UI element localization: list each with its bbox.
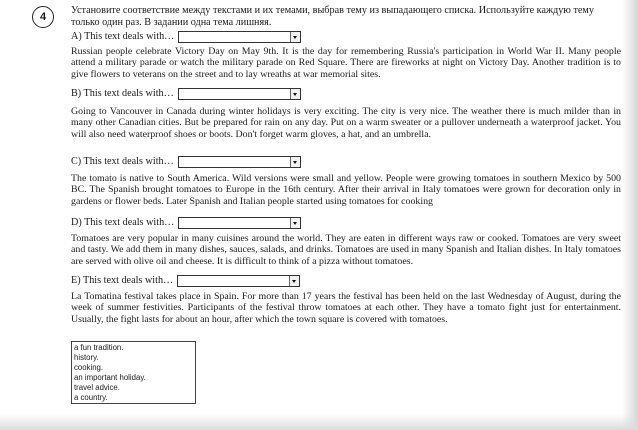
topic-option[interactable]: travel advice.: [74, 383, 120, 392]
chevron-down-icon[interactable]: [290, 157, 300, 167]
question-b-dropdown[interactable]: [178, 88, 301, 100]
text-c: The tomato is native to South America. Wild versions were small and yellow. People were growing tomatoes in southern Mexico by 500 BC. The Spanish brought tomatoes to Europe in the 16th century. After their arrival in Italy tomatoes were grown for decoration only in gardens or flower beds. Later Spanish and Italian people started using tomatoes for cooking: [71, 173, 621, 207]
topic-option[interactable]: a fun tradition.: [74, 343, 124, 352]
question-a-dropdown[interactable]: [178, 31, 301, 43]
task-number-badge: 4: [32, 6, 54, 28]
question-a-label: A) This text deals with…: [71, 31, 175, 42]
question-d: [71, 216, 301, 230]
question-d-dropdown[interactable]: [178, 217, 301, 229]
topic-option[interactable]: cooking.: [74, 363, 104, 372]
question-b: [71, 87, 301, 101]
topic-options-list[interactable]: [71, 341, 196, 404]
question-e-label: E) This text deals with…: [71, 275, 174, 286]
chevron-down-icon[interactable]: [289, 276, 299, 286]
question-c-dropdown[interactable]: [178, 156, 301, 168]
text-d: Tomatoes are very popular in many cuisines around the world. They are eaten in different ways raw or cooked. Tomatoes are very sweet and tasty. We add them in many dishes, sauces, salads, and drinks. Tomatoes are used in many Spanish and Italian dishes. In Italy tomatoes are served with olive oil and cheese. It is difficult to think of a pizza without tomatoes.: [71, 233, 621, 267]
chevron-down-icon[interactable]: [290, 218, 300, 228]
question-e: [71, 274, 300, 288]
question-c-label: C) This text deals with…: [71, 156, 174, 167]
topic-option[interactable]: a country.: [74, 393, 108, 402]
task-instruction: Установите соответствие между текстами и их темами, выбрав тему из выпадающего списка. Используйте каждую тему только один раз. В задании одна тема лишняя.: [71, 5, 594, 28]
question-c: [71, 155, 301, 169]
chevron-down-icon[interactable]: [290, 32, 300, 42]
text-e: La Tomatina festival takes place in Spain. For more than 17 years the festival has been held on the last Wednesday of August, during the week of summer festivities. Participants of the festival throw tomatoes at each other. They have a tomato fight just for entertainment. Usually, the fight lasts for about an hour, after which the town square is covered with tomatoes.: [71, 291, 621, 325]
question-b-label: B) This text deals with…: [71, 88, 174, 99]
question-d-label: D) This text deals with…: [71, 217, 175, 228]
question-a: [71, 30, 301, 44]
chevron-down-icon[interactable]: [290, 89, 300, 99]
topic-option[interactable]: history.: [74, 353, 99, 362]
question-e-dropdown[interactable]: [177, 275, 300, 287]
text-a: Russian people celebrate Victory Day on May 9th. It is the day for remembering Russia's participation in World War II. Many people attend a military parade or watch the military parade on Red Square. There are fireworks at night on Victory Day. Another tradition is to give flowers to veterans on the street and to lay wreaths at war memorial sites.: [71, 46, 621, 80]
page-bottom-shadow: [0, 414, 638, 430]
page-edge-shadow: [622, 0, 638, 430]
topic-option[interactable]: an important holiday.: [74, 373, 146, 382]
text-b: Going to Vancouver in Canada during winter holidays is very exciting. The city is very nice. The weather there is much milder than in many other Canadian cities. But be prepared for rain on any day. Put on a warm sweater or a pullover underneath a waterproof jacket. You will also need waterproof shoes or boots. Don't forget warm gloves, a hat, and an umbrella.: [71, 106, 621, 140]
